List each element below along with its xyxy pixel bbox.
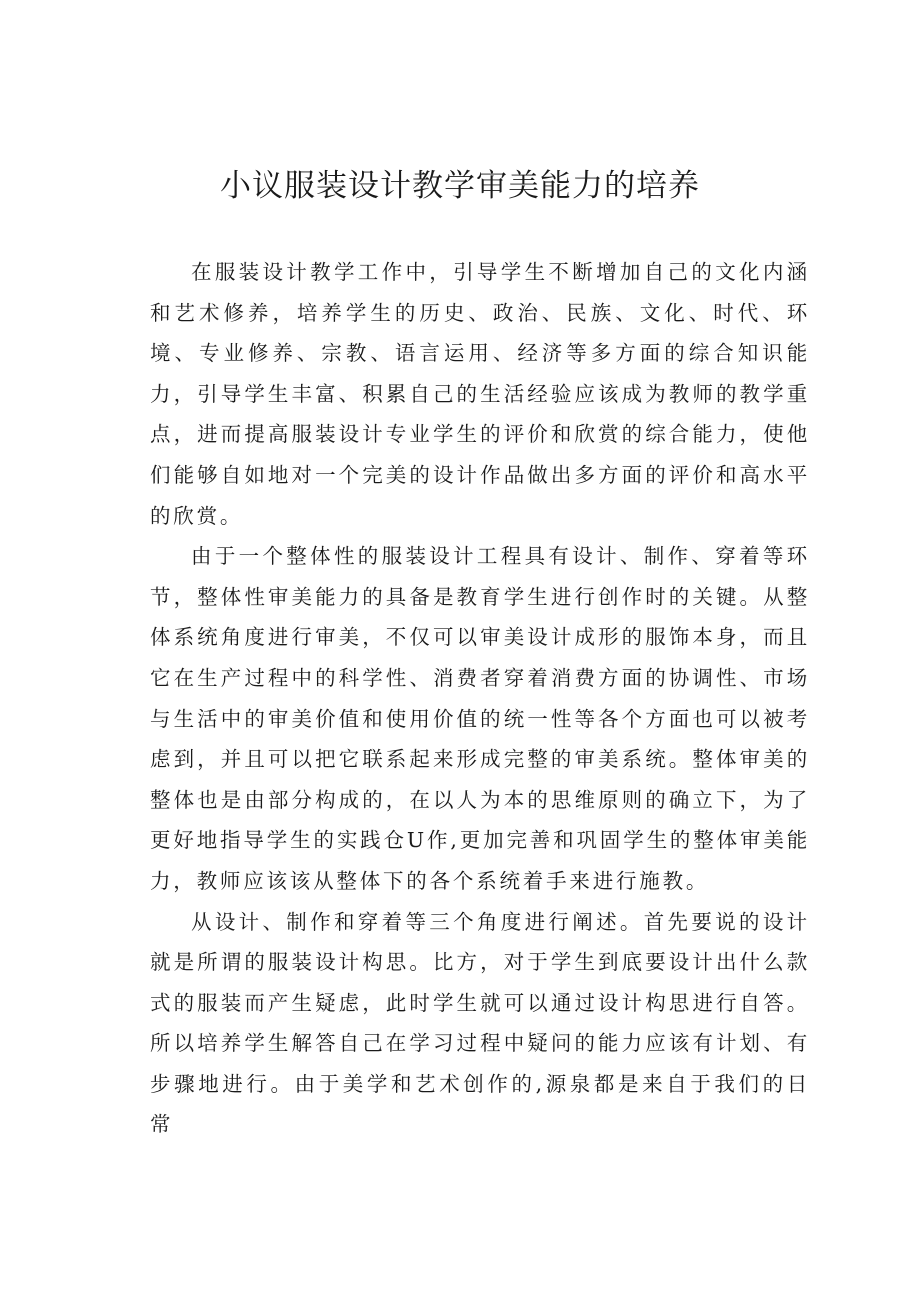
paragraph-3: 从设计、制作和穿着等三个角度进行阐述。首先要说的设计就是所谓的服装设计构思。比方，对于学生到底要设计出什么款式的服装而产生疑虑，此时学生就可以通过设计构思进行自答。所以培养学生解答自己在学习过程中疑问的能力应该有计划、有步骤地进行。由于美学和艺术创作的,源泉都是来自于我们的日常 <box>150 909 810 1137</box>
paragraph-1: 在服装设计教学工作中，引导学生不断增加自己的文化内涵和艺术修养，培养学生的历史、政治、民族、文化、时代、环境、专业修养、宗教、语言运用、经济等多方面的综合知识能力，引导学生丰富、积累自己的生活经验应该成为教师的教学重点，进而提高服装设计专业学生的评价和欣赏的综合能力，使他们能够自如地对一个完美的设计作品做出多方面的评价和高水平的欣赏。 <box>150 260 810 528</box>
paragraph-2: 由于一个整体性的服装设计工程具有设计、制作、穿着等环节，整体性审美能力的具备是教育学生进行创作时的关键。从整体系统角度进行审美，不仅可以审美设计成形的服饰本身，而且它在生产过程中的科学性、消费者穿着消费方面的协调性、市场与生活中的审美价值和使用价值的统一性等各个方面也可以被考虑到，并且可以把它联系起来形成完整的审美系统。整体审美的整体也是由部分构成的，在以人为本的思维原则的确立下，为了更好地指导学生的实践仓U作,更加完善和巩固学生的整体审美能力，教师应该该从整体下的各个系统着手来进行施教。 <box>150 544 810 893</box>
document-title: 小议服装设计教学审美能力的培养 <box>220 168 700 204</box>
document-body <box>150 252 810 1145</box>
